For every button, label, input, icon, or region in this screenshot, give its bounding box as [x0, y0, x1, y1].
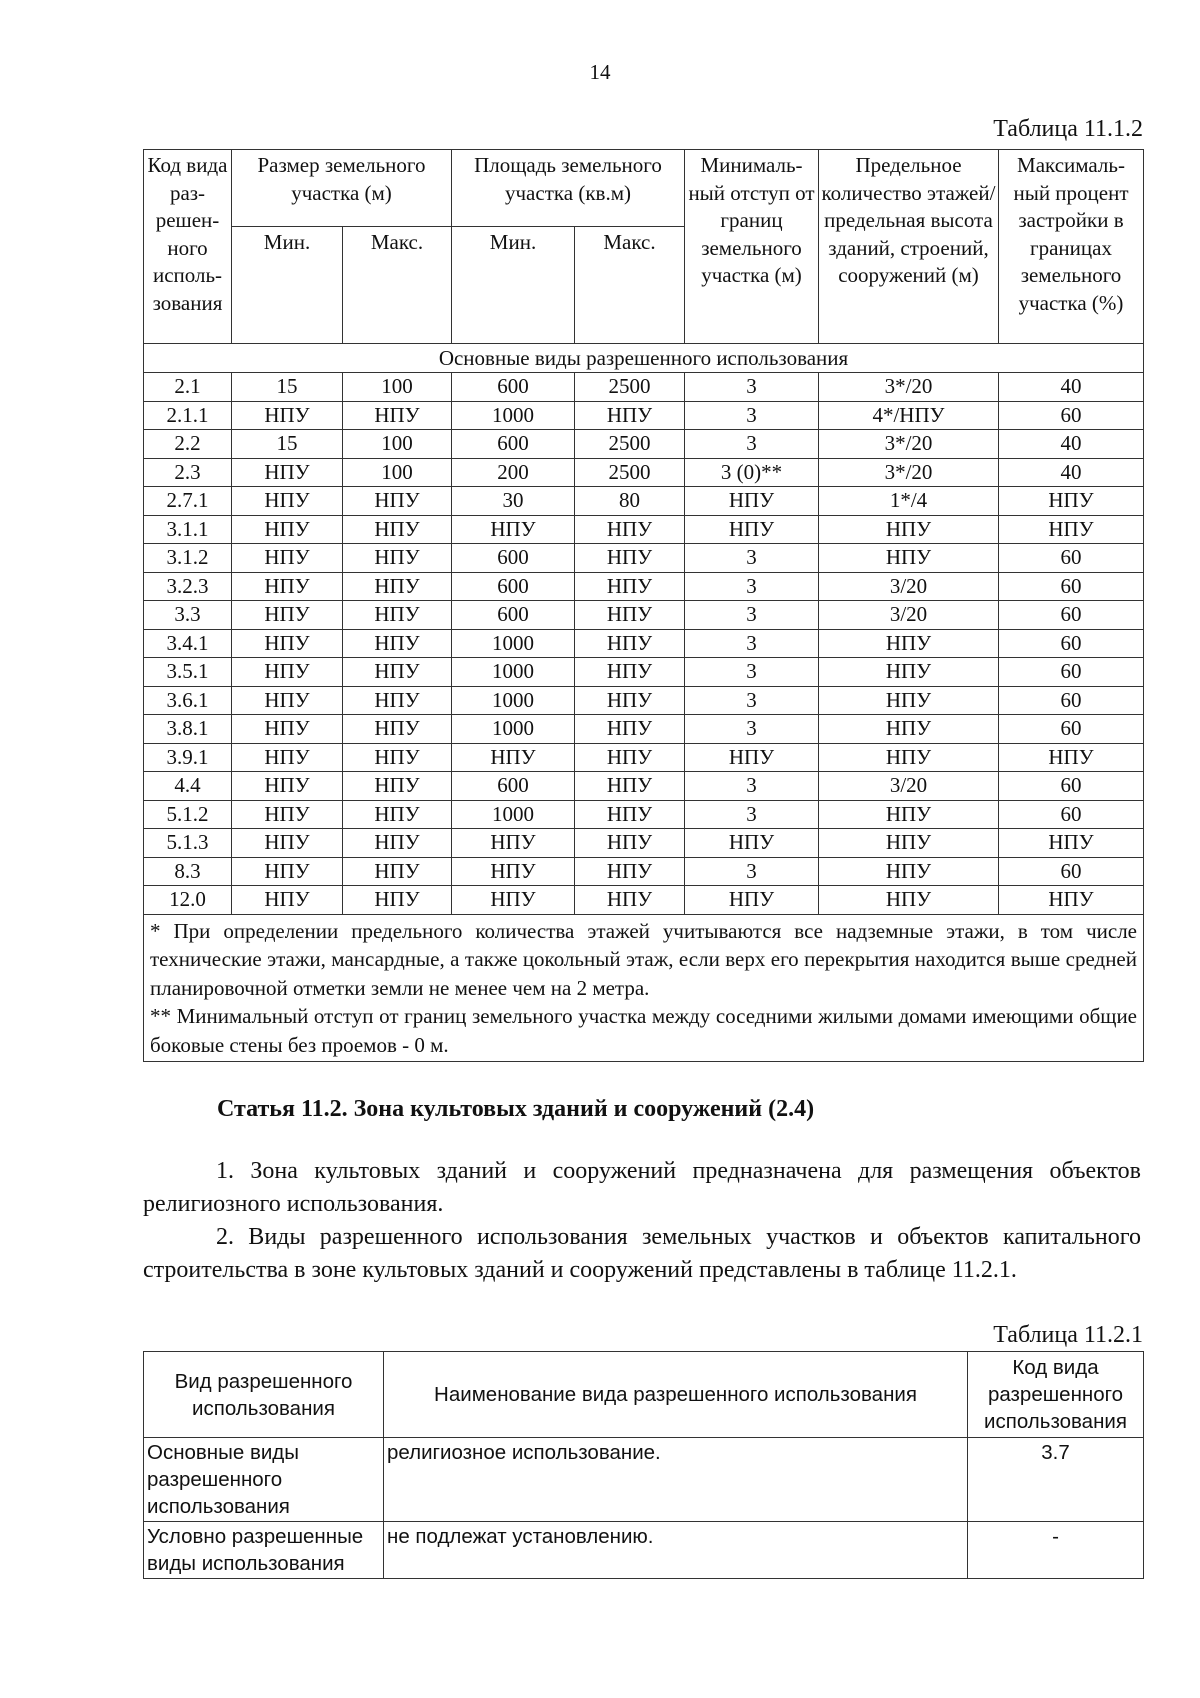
table-cell: 3.1.2	[144, 544, 232, 573]
table-cell: 3.2.3	[144, 572, 232, 601]
table-11-1-2	[143, 149, 1144, 1062]
table-cell: НПУ	[343, 629, 452, 658]
table-cell: 40	[999, 458, 1144, 487]
table-row	[144, 430, 1144, 459]
table-row	[144, 743, 1144, 772]
table-cell: НПУ	[575, 572, 685, 601]
table-cell: 15	[232, 373, 343, 402]
table-cell: 12.0	[144, 886, 232, 915]
table-row	[144, 715, 1144, 744]
table-cell: НПУ	[999, 515, 1144, 544]
table-cell: 60	[999, 629, 1144, 658]
table-caption-11-2-1: Таблица 11.2.1	[993, 1322, 1143, 1348]
table-row	[144, 373, 1144, 402]
table-cell: НПУ	[343, 743, 452, 772]
table-cell: НПУ	[343, 686, 452, 715]
table-cell: 60	[999, 401, 1144, 430]
table-row	[144, 515, 1144, 544]
table-cell: НПУ	[232, 857, 343, 886]
table-caption-11-1-2: Таблица 11.1.2	[993, 116, 1143, 142]
header-code: Код вида раз-решен-ного исполь-зования	[144, 150, 232, 344]
table-cell: НПУ	[343, 601, 452, 630]
paragraph-1: 1. Зона культовых зданий и сооружений предназначена для размещения объектов религиозного использования.	[143, 1158, 1141, 1217]
table-cell: НПУ	[232, 829, 343, 858]
table-cell: 2.7.1	[144, 487, 232, 516]
table-cell: 600	[452, 430, 575, 459]
table-cell: 4.4	[144, 772, 232, 801]
table-cell: НПУ	[819, 515, 999, 544]
table-cell: 2.2	[144, 430, 232, 459]
table-cell: 3.4.1	[144, 629, 232, 658]
table-cell: 60	[999, 772, 1144, 801]
table-cell: НПУ	[999, 829, 1144, 858]
table-cell: НПУ	[819, 544, 999, 573]
table-cell: 3	[685, 772, 819, 801]
table-cell: НПУ	[343, 857, 452, 886]
table-cell: 100	[343, 458, 452, 487]
table-row	[144, 401, 1144, 430]
header-size-max: Макс.	[343, 227, 452, 344]
table-cell: 3	[685, 373, 819, 402]
table-cell: 600	[452, 772, 575, 801]
note-1: * При определении предельного количества этажей учитываются все надземные этажи, в том числе технические этажи, мансардные, а также цокольный этаж, если верх его перекрытия находится выше средней планировочной отметки земли не менее чем на 2 метра.	[150, 918, 1137, 1000]
table-cell: НПУ	[452, 829, 575, 858]
table-cell: НПУ	[232, 401, 343, 430]
table-cell: 2500	[575, 373, 685, 402]
table-cell: 2500	[575, 458, 685, 487]
table-row	[144, 658, 1144, 687]
table-cell: 40	[999, 373, 1144, 402]
table-row	[144, 487, 1144, 516]
table-cell: НПУ	[575, 601, 685, 630]
row-name: не подлежат установлению.	[384, 1522, 968, 1579]
table-cell: НПУ	[343, 829, 452, 858]
table-cell: НПУ	[819, 886, 999, 915]
table-cell: 3	[685, 572, 819, 601]
header-size: Размер земельного участка (м)	[232, 150, 452, 227]
table-cell: НПУ	[343, 515, 452, 544]
table-row	[144, 572, 1144, 601]
table-row	[144, 886, 1144, 915]
table-cell: НПУ	[575, 401, 685, 430]
header-code: Код вида разрешенного использования	[968, 1352, 1144, 1438]
header-percent: Максималь-ный процент застройки в границах земельного участка (%)	[999, 150, 1144, 344]
table-cell: НПУ	[819, 829, 999, 858]
table-row	[144, 772, 1144, 801]
table-cell: НПУ	[999, 886, 1144, 915]
table-cell: 3	[685, 800, 819, 829]
table-cell: НПУ	[819, 658, 999, 687]
table-cell: НПУ	[343, 886, 452, 915]
table-cell: НПУ	[575, 743, 685, 772]
table-cell: НПУ	[999, 487, 1144, 516]
table-cell: НПУ	[575, 686, 685, 715]
table-cell: НПУ	[232, 601, 343, 630]
table-cell: НПУ	[685, 487, 819, 516]
table-cell: НПУ	[232, 743, 343, 772]
table-cell: НПУ	[232, 658, 343, 687]
table-cell: НПУ	[343, 800, 452, 829]
table-cell: 60	[999, 857, 1144, 886]
table-cell: НПУ	[575, 715, 685, 744]
header-setback: Минималь-ный отступ от границ земельного участка (м)	[685, 150, 819, 344]
table-cell: НПУ	[819, 686, 999, 715]
table-cell: 40	[999, 430, 1144, 459]
row-name: религиозное использование.	[384, 1438, 968, 1522]
table-cell: НПУ	[999, 743, 1144, 772]
table-cell: 60	[999, 658, 1144, 687]
table-cell: 100	[343, 430, 452, 459]
table-cell: 3	[685, 401, 819, 430]
table-cell: 3 (0)**	[685, 458, 819, 487]
table-cell: НПУ	[232, 572, 343, 601]
table-cell: НПУ	[343, 772, 452, 801]
table-cell: НПУ	[232, 886, 343, 915]
table-cell: 3/20	[819, 772, 999, 801]
article-title: Статья 11.2. Зона культовых зданий и сооружений (2.4)	[217, 1096, 815, 1122]
table-cell: НПУ	[343, 487, 452, 516]
table-cell: 3*/20	[819, 458, 999, 487]
table-cell: НПУ	[452, 515, 575, 544]
table-cell: 100	[343, 373, 452, 402]
paragraph-2: 2. Виды разрешенного использования земельных участков и объектов капитального строительства в зоне культовых зданий и сооружений представлены в таблице 11.2.1.	[143, 1224, 1141, 1283]
table-cell: 3	[685, 544, 819, 573]
table-cell: 4*/НПУ	[819, 401, 999, 430]
table-cell: НПУ	[343, 401, 452, 430]
table-notes	[144, 914, 1144, 1062]
table-row	[144, 601, 1144, 630]
table-cell: НПУ	[232, 800, 343, 829]
table-cell: НПУ	[575, 544, 685, 573]
table-cell: НПУ	[819, 743, 999, 772]
row-type: Условно разрешенные виды использования	[144, 1522, 384, 1579]
table-cell: 3.1.1	[144, 515, 232, 544]
table-row	[144, 686, 1144, 715]
header-area-min: Мин.	[452, 227, 575, 344]
table-cell: 2.3	[144, 458, 232, 487]
table-cell: НПУ	[343, 544, 452, 573]
table-cell: НПУ	[575, 800, 685, 829]
table-cell: 60	[999, 800, 1144, 829]
table-row	[144, 857, 1144, 886]
table-cell: НПУ	[232, 715, 343, 744]
table-cell: 3.9.1	[144, 743, 232, 772]
table-cell: 3.8.1	[144, 715, 232, 744]
header-floors: Предельное количество этажей/ предельная высота зданий, строений, сооружений (м)	[819, 150, 999, 344]
header-name: Наименование вида разрешенного использования	[384, 1352, 968, 1438]
table-cell: 3	[685, 430, 819, 459]
table-cell: НПУ	[819, 857, 999, 886]
table-row	[144, 629, 1144, 658]
table-cell: 3*/20	[819, 430, 999, 459]
section-title: Основные виды разрешенного использования	[144, 344, 1144, 373]
table-cell: НПУ	[685, 886, 819, 915]
header-area-max: Макс.	[575, 227, 685, 344]
table-cell: НПУ	[452, 857, 575, 886]
table-cell: 60	[999, 686, 1144, 715]
table-cell: НПУ	[343, 658, 452, 687]
table-cell: 60	[999, 715, 1144, 744]
table-cell: НПУ	[575, 857, 685, 886]
row-type: Основные виды разрешенного использования	[144, 1438, 384, 1522]
table-cell: 2.1.1	[144, 401, 232, 430]
table-cell: НПУ	[819, 629, 999, 658]
table-cell: 3	[685, 715, 819, 744]
table-cell: НПУ	[575, 772, 685, 801]
table-cell: 15	[232, 430, 343, 459]
table-cell: 1000	[452, 800, 575, 829]
table-cell: НПУ	[343, 715, 452, 744]
table-cell: 3*/20	[819, 373, 999, 402]
table-cell: 3	[685, 658, 819, 687]
table-cell: НПУ	[685, 829, 819, 858]
table-cell: 30	[452, 487, 575, 516]
table-cell: 60	[999, 601, 1144, 630]
table-cell: НПУ	[575, 658, 685, 687]
table-cell: 3	[685, 601, 819, 630]
table-cell: 80	[575, 487, 685, 516]
table-cell: НПУ	[232, 515, 343, 544]
table-cell: 200	[452, 458, 575, 487]
header-area: Площадь земельного участка (кв.м)	[452, 150, 685, 227]
table-cell: НПУ	[232, 544, 343, 573]
table-cell: 2500	[575, 430, 685, 459]
table-cell: 3.6.1	[144, 686, 232, 715]
table-cell: НПУ	[575, 629, 685, 658]
table-cell: 3	[685, 857, 819, 886]
table-cell: НПУ	[685, 515, 819, 544]
header-type: Вид разрешенного использования	[144, 1352, 384, 1438]
table-cell: НПУ	[575, 829, 685, 858]
table-cell: 60	[999, 544, 1144, 573]
table-cell: 1000	[452, 686, 575, 715]
table-cell: НПУ	[819, 800, 999, 829]
table-cell: 60	[999, 572, 1144, 601]
table-cell: 2.1	[144, 373, 232, 402]
table-cell: 3	[685, 686, 819, 715]
header-size-min: Мин.	[232, 227, 343, 344]
table-cell: 5.1.3	[144, 829, 232, 858]
table-cell: 3	[685, 629, 819, 658]
table-row	[144, 800, 1144, 829]
table-cell: 600	[452, 572, 575, 601]
table-cell: 600	[452, 601, 575, 630]
table-cell: 8.3	[144, 857, 232, 886]
row-code: -	[968, 1522, 1144, 1579]
table-row	[144, 458, 1144, 487]
table-cell: 3/20	[819, 572, 999, 601]
table-cell: НПУ	[232, 629, 343, 658]
table-cell: 600	[452, 373, 575, 402]
row-code: 3.7	[968, 1438, 1144, 1522]
table-cell: 600	[452, 544, 575, 573]
table-row	[144, 829, 1144, 858]
table-cell: 5.1.2	[144, 800, 232, 829]
table-row	[144, 544, 1144, 573]
table-cell: НПУ	[343, 572, 452, 601]
table-cell: 1000	[452, 658, 575, 687]
table-cell: НПУ	[232, 772, 343, 801]
table-cell: НПУ	[452, 743, 575, 772]
note-2: ** Минимальный отступ от границ земельного участка между соседними жилыми домами имеющими общие боковые стены без проемов - 0 м.	[150, 1004, 1137, 1057]
page-number: 14	[589, 60, 611, 84]
table-cell: 3.3	[144, 601, 232, 630]
table-cell: НПУ	[232, 458, 343, 487]
table-cell: 3/20	[819, 601, 999, 630]
table-cell: 1000	[452, 715, 575, 744]
table-cell: НПУ	[452, 886, 575, 915]
table-cell: 1000	[452, 629, 575, 658]
table-cell: НПУ	[685, 743, 819, 772]
table-cell: НПУ	[575, 515, 685, 544]
table-cell: 1000	[452, 401, 575, 430]
table-cell: НПУ	[232, 686, 343, 715]
table-11-2-1	[143, 1351, 1144, 1579]
table-cell: НПУ	[819, 715, 999, 744]
table-cell: 3.5.1	[144, 658, 232, 687]
table-cell: 1*/4	[819, 487, 999, 516]
table-cell: НПУ	[232, 487, 343, 516]
table-cell: НПУ	[575, 886, 685, 915]
